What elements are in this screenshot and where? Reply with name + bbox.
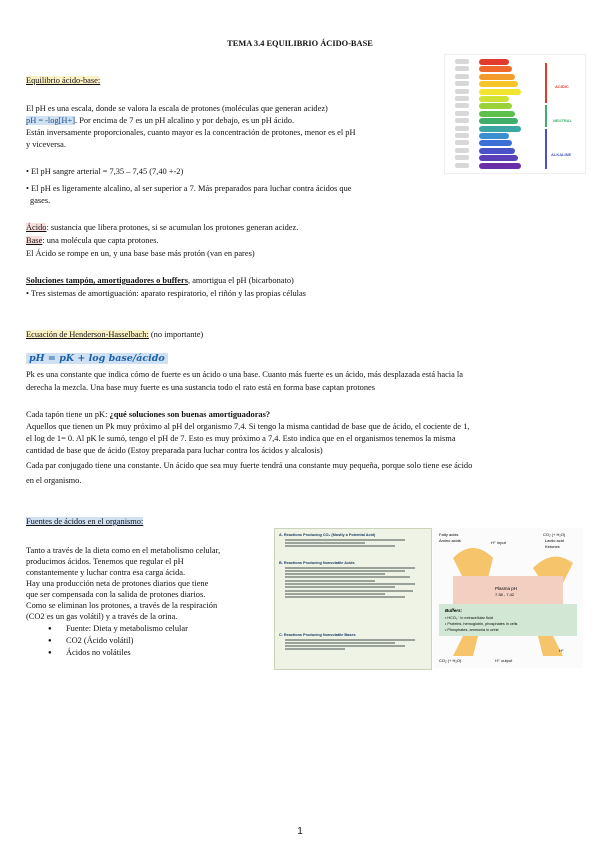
def-base [26,235,159,246]
page-number: 1 [297,826,303,837]
section-b [279,561,427,599]
question-line [26,409,270,420]
ph-item-icon [455,96,469,101]
h-input-label: H⁺ input [491,540,506,545]
amino-acids-label: Amino acids [439,538,461,543]
ph-bar [479,133,509,139]
plasma-ph-value: 7.38 - 7.42 [495,592,515,597]
question-pre: Cada tapón tiene un pK: [26,410,110,419]
ph-bar [479,59,509,65]
ph-item-icon [455,148,469,153]
list-item: ● Fuente: Dieta y metabolismo celular [48,623,188,635]
ph-item-icon [455,59,469,64]
conjugado-l2: en el organismo. [26,476,82,485]
fuentes-heading: Fuentes de ácidos en el organismo: [26,517,144,526]
def-acido [26,222,298,233]
alkaline-label: ALKALINE [551,152,572,157]
buffers-label: Buffers: [445,608,463,613]
ph-formula: pH = -log[H+] [26,116,75,125]
section-heading-henderson [26,329,203,340]
bullet-ph-sangre: • El pH sangre arterial = 7,35 – 7,45 (7,40 +-2) [26,167,184,176]
soluciones-bold: Soluciones tampón, amortiguadores o buffers [26,276,188,285]
acido-def: : sustancia que libera protones, si se acumulan los protones generan acidez. [46,223,299,232]
ph-bar [479,89,521,95]
neutral-bracket [545,105,547,127]
buffer-1: • HCO₃⁻ in extracellular fluid [445,616,493,620]
ph-item-icon [455,111,469,116]
fuentes-line: Tanto a través de la dieta como en el metabolismo celular, [26,546,221,555]
neutral-label: NEUTRAL [553,118,573,123]
ph-bar [479,66,512,72]
pk-l1: Pk es una constante que indica cómo de fuerte es un ácido o una base. Cuanto más fuerte es un ácido, más desplazada está hacia la [26,370,463,379]
ph-item-icon [455,133,469,138]
ph-bar [479,155,518,161]
buffer-3: • Phosphates, ammonia in urine [445,628,499,632]
paragraph-ph-l1: El pH es una escala, donde se valora la escala de protones (moléculas que generan acidez) [26,104,328,113]
soluciones-rest: , amortigua el pH (bicarbonato) [188,276,294,285]
ph-item-icon [455,118,469,123]
soluciones-tampon [26,275,294,286]
fuentes-line: Hay una producción neta de protones diarios que tiene [26,579,209,588]
henderson-formula [26,353,168,364]
h-output-label: H⁺ output [495,658,513,663]
plasma-ph-label: Plasma pH [495,586,518,591]
ph-bar [479,111,515,117]
answer-l2: el log de 1= 0. Al pK le sumó, tengo el pH de 7. Esto es muy próximo a 7,4. Esto indica que en el organismos tenemos la misma [26,434,456,443]
alkaline-bracket [545,129,547,169]
henderson-heading: Ecuación de Henderson-Hasselbach: [26,330,149,339]
bullet-ph-alcalino-l2: gases. [30,196,51,205]
list-item: ● Ácidos no volátiles [48,647,188,659]
question-bold: ¿qué soluciones son buenas amortiguadoras? [109,410,271,419]
ph-bar [479,118,518,124]
co2-bottom-label: CO₂ (+ H₂O) [439,658,462,663]
fuentes-paragraph [26,545,276,622]
formula-text: pH = pK + log base/ácido [26,353,168,364]
list-item: ● CO2 (Ácido volátil) [48,635,188,647]
section-c [279,633,427,652]
acido-rompe: El Ácido se rompe en un, y una base base más protón (van en pares) [26,249,255,258]
heading-text: Equilibrio ácido-base: [26,76,101,85]
section-heading-equilibrio [26,75,100,86]
ketones-label: Ketones [545,544,560,549]
ph-item-icon [455,155,469,160]
fuentes-bullet-list [48,623,188,659]
acid-reactions-figure [274,528,432,670]
ph-item-icon [455,103,469,108]
acid-balance-diagram [433,528,583,668]
fuentes-line: que ser compensada con la salida de protones diarios. [26,590,206,599]
ph-bar [479,74,515,80]
ph-bar [479,81,518,87]
section-heading-fuentes [26,516,143,527]
ph-item-icon [455,126,469,131]
ph-bar [479,126,521,132]
paragraph-ph-l2 [26,115,294,126]
fuentes-line: Como se eliminan los protones, a través de la respiración [26,601,218,610]
page-title: TEMA 3.4 EQUILIBRIO ÁCIDO-BASE [227,39,373,48]
acido-term: Ácido [26,223,47,232]
section-c-heading: C. Reactions Producing Nonvolatile Bases [279,633,356,637]
section-b-heading: B. Reactions Producing Nonvolatile Acids [279,561,355,565]
ph-item-icon [455,89,469,94]
ph-scale-figure [444,54,586,174]
lactic-acid-label: Lactic acid [545,538,564,543]
answer-l1: Aquellos que tienen un Pk muy próximo al pH del organismo 7,4. Si tengo la misma cantidad de base que de ácido, el cociente de 1, [26,422,470,431]
ph-bar [479,148,515,154]
bullet-ph-alcalino-l1: • El pH es ligeramente alcalino, al ser superior a 7. Más preparados para luchar contra ácidos que [26,184,352,193]
ph-text: . Por encima de 7 es un pH alcalino y por debajo, es un pH ácido. [75,116,295,125]
ph-bar [479,163,521,169]
fuentes-line: constantemente y luchar contra esa carga ácida. [26,568,186,577]
fuentes-line: (CO2 es un gas volátil) y a través de la orina. [26,612,178,621]
pk-l2: derecha la mezcla. Una base muy fuerte es una sustancia todo el rato está en forma base captan protones [26,383,376,392]
buffer-2: • Proteins, hemoglobin, phosphates in cells [445,622,518,626]
paragraph-ph-l3: Están inversamente proporcionales, cuanto mayor es la concentración de protones, menor es el pH [26,128,356,137]
co2-top-label: CO₂ (+ H₂O) [543,532,566,537]
ph-bar [479,96,509,102]
section-a-heading: A. Reactions Producing CO₂ (Mostly a Potential Acid) [279,533,376,537]
ph-bar [479,140,512,146]
ph-item-icon [455,163,469,168]
answer-l3: cantidad de base que de ácido (Estoy preparada para luchar contra los ácidos y alcalosis) [26,446,323,455]
base-def: : una molécula que capta protones. [42,236,159,245]
acidic-label: ACIDIC [555,84,569,89]
base-term: Base [26,236,43,245]
ph-item-icon [455,66,469,71]
sistemas-amortiguacion: • Tres sistemas de amortiguación: aparato respiratorio, el riñón y las propias células [26,289,306,298]
conjugado-l1: Cada par conjugado tiene una constante. Un ácido que sea muy fuerte tendrá una constante muy pequeña, porque solo tiene ese ácido [26,461,473,470]
h-plus-label: H⁺ [559,648,564,653]
ph-item-icon [455,74,469,79]
ph-item-icon [455,140,469,145]
paragraph-ph-l4: y viceversa. [26,140,66,149]
fatty-acids-label: Fatty acids [439,532,459,537]
section-a [279,533,427,548]
henderson-note: (no importante) [148,330,204,339]
acid-bracket [545,63,547,103]
ph-bar [479,103,512,109]
ph-item-icon [455,81,469,86]
fuentes-line: producimos ácidos. Tenemos que regular el pH [26,557,184,566]
